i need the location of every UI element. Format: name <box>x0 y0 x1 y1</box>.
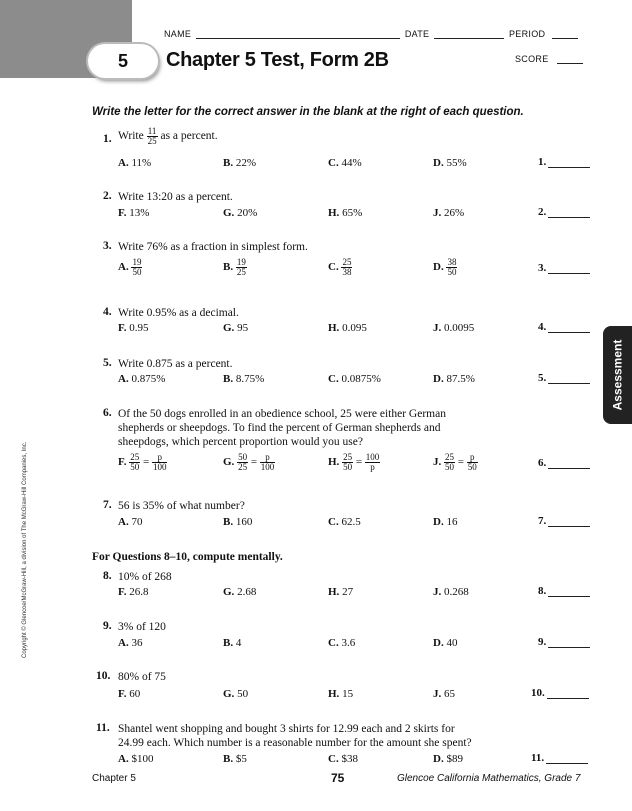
choice-value: 15 <box>342 688 354 700</box>
choice-value: 60 <box>129 688 141 700</box>
period-field[interactable] <box>552 38 578 39</box>
question-text: 3% of 120 <box>118 621 166 633</box>
answer-blank[interactable] <box>538 321 590 333</box>
denominator: p <box>370 462 375 472</box>
denominator: 50 <box>343 462 353 472</box>
question-text-post: as a percent. <box>157 130 218 143</box>
answer-line[interactable] <box>548 526 590 527</box>
answer-choice <box>223 157 256 169</box>
answer-choice <box>118 373 165 385</box>
question-number: 5. <box>103 357 112 369</box>
choice-value: 8.75% <box>235 373 265 385</box>
answer-choice <box>223 637 241 649</box>
denominator: 50 <box>467 462 477 472</box>
choice-value: 95 <box>237 322 249 334</box>
answer-line[interactable] <box>548 468 590 469</box>
answer-blank[interactable] <box>531 687 589 699</box>
answer-line[interactable] <box>548 273 590 274</box>
denominator: 50 <box>132 267 142 277</box>
choice-letter: J. <box>433 456 444 469</box>
choice-value: 0.095 <box>342 322 367 334</box>
denominator: 50 <box>445 462 454 472</box>
choice-value: $100 <box>131 753 154 765</box>
answer-choice <box>118 516 142 528</box>
choice-fraction <box>446 258 457 277</box>
question-number: 4. <box>103 306 112 318</box>
fraction <box>152 453 168 472</box>
fraction <box>365 453 381 472</box>
choice-letter: F. <box>118 586 130 598</box>
answer-choice <box>433 688 455 700</box>
question-number: 9. <box>103 620 112 632</box>
answer-line[interactable] <box>546 763 588 764</box>
denominator: 100 <box>260 462 275 472</box>
numerator: 11 <box>147 126 157 136</box>
equals-sign: = <box>353 456 365 469</box>
numerator: 50 <box>238 452 248 462</box>
choice-value: 22% <box>235 157 257 169</box>
choice-letter: F. <box>118 207 130 219</box>
answer-choice <box>118 157 151 169</box>
footer-page-number: 75 <box>331 771 345 785</box>
answer-blank-label: 10. <box>531 687 545 699</box>
answer-blank-label: 1. <box>538 156 547 168</box>
numerator: 25 <box>342 257 352 267</box>
answer-blank-label: 9. <box>538 636 547 648</box>
answer-choice <box>328 516 361 528</box>
question-text: Write 0.875 as a percent. <box>118 358 233 370</box>
question-text-line: Shantel went shopping and bought 3 shirts for 12.99 each and 2 skirts for <box>118 723 455 735</box>
date-field[interactable] <box>434 38 504 39</box>
answer-choice <box>328 157 362 169</box>
date-label: DATE <box>404 29 430 39</box>
question-text: Write 0.95% as a decimal. <box>118 307 239 319</box>
question-text-line: 24.99 each. Which number is a reasonable number for the amount she spent? <box>118 737 472 749</box>
question-number: 11. <box>96 722 110 734</box>
answer-line[interactable] <box>548 383 590 384</box>
choice-letter: B. <box>223 373 236 385</box>
choice-letter: A. <box>118 373 132 385</box>
denominator: 25 <box>147 136 157 146</box>
copyright-notice: Copyright © Glencoe/McGraw-Hill, a division of The McGraw-Hill Companies, Inc. <box>22 441 28 658</box>
choice-letter: J. <box>433 688 444 700</box>
footer-book-title: Glencoe California Mathematics, Grade 7 <box>397 773 581 784</box>
fraction <box>147 127 158 146</box>
choice-letter: B. <box>223 753 236 765</box>
answer-choice <box>433 373 475 385</box>
answer-choice <box>223 453 275 472</box>
choice-letter: H. <box>328 322 343 334</box>
answer-choice <box>118 753 153 765</box>
choice-value: 2.68 <box>237 586 257 598</box>
numerator: 25 <box>343 452 353 462</box>
choice-letter: C. <box>328 157 342 169</box>
choice-value: 62.5 <box>341 516 361 528</box>
choice-value: 36 <box>131 637 143 649</box>
denominator: 38 <box>342 267 352 277</box>
answer-choice <box>328 373 381 385</box>
choice-letter: A. <box>118 637 132 649</box>
answer-blank[interactable] <box>538 156 590 168</box>
choice-value: 26.8 <box>129 586 149 598</box>
choice-value: 50 <box>237 688 249 700</box>
choice-letter: D. <box>433 753 447 765</box>
answer-choice <box>433 753 463 765</box>
answer-blank-label: 4. <box>538 321 547 333</box>
choice-value: 87.5% <box>446 373 475 385</box>
denominator: 50 <box>447 267 457 277</box>
fraction <box>342 453 353 472</box>
choice-letter: A. <box>118 753 132 765</box>
question-number: 8. <box>103 570 112 582</box>
answer-choice <box>433 207 464 219</box>
equals-sign: = <box>455 456 467 469</box>
score-label: SCORE <box>515 54 549 64</box>
answer-choice <box>433 516 457 528</box>
question-number: 10. <box>96 670 111 682</box>
footer-chapter: Chapter 5 <box>92 773 136 784</box>
choice-letter: J. <box>433 586 444 598</box>
denominator: 100 <box>152 462 167 472</box>
question-number: 1. <box>103 133 112 145</box>
choice-fraction <box>131 258 142 277</box>
page-title: Chapter 5 Test, Form 2B <box>166 49 389 71</box>
choice-value: $89 <box>446 753 463 765</box>
choice-value: 65 <box>444 688 455 700</box>
answer-choice <box>223 258 247 277</box>
choice-value: 0.0875% <box>341 373 381 385</box>
fraction <box>260 453 276 472</box>
section-note: For Questions 8–10, compute mentally. <box>92 551 283 563</box>
choice-value: $38 <box>341 753 358 765</box>
answer-blank[interactable] <box>538 515 590 527</box>
answer-line[interactable] <box>548 596 590 597</box>
equals-sign: = <box>140 456 152 469</box>
choice-letter: H. <box>328 586 343 598</box>
choice-value: 11% <box>131 157 152 169</box>
numerator: 38 <box>447 257 457 267</box>
fraction <box>444 453 455 472</box>
answer-blank[interactable] <box>538 636 590 648</box>
answer-blank[interactable] <box>538 372 590 384</box>
question-text: 10% of 268 <box>118 571 172 583</box>
numerator: p <box>467 453 478 463</box>
assessment-tab-label: Assessment <box>610 339 625 411</box>
question-text-line: Of the 50 dogs enrolled in an obedience school, 25 were either German <box>118 408 446 420</box>
choice-value: 55% <box>446 157 467 169</box>
answer-blank[interactable] <box>538 206 590 218</box>
answer-choice <box>118 258 142 277</box>
question-text <box>118 722 472 750</box>
answer-line[interactable] <box>547 698 589 699</box>
answer-choice <box>118 207 149 219</box>
choice-letter: C. <box>328 637 342 649</box>
answer-blank-label: 3. <box>538 262 547 274</box>
chapter-number-badge: 5 <box>88 44 158 78</box>
choice-letter: C. <box>328 373 342 385</box>
choice-value: 27 <box>342 586 354 598</box>
choice-letter: G. <box>223 688 238 700</box>
question-text: Write 13:20 as a percent. <box>118 191 233 203</box>
answer-choice <box>328 258 352 277</box>
answer-blank-label: 5. <box>538 372 547 384</box>
fraction <box>237 453 248 472</box>
answer-choice <box>328 637 355 649</box>
answer-choice <box>223 586 256 598</box>
question-text <box>118 127 218 146</box>
choice-value: 4 <box>235 637 242 649</box>
choice-letter: H. <box>328 207 343 219</box>
answer-blank[interactable] <box>538 262 590 274</box>
instructions: Write the letter for the correct answer in the blank at the right of each question. <box>92 106 524 118</box>
choice-value: 16 <box>446 516 458 528</box>
choice-letter: C. <box>328 261 342 274</box>
choice-letter: G. <box>223 207 238 219</box>
choice-letter: A. <box>118 157 132 169</box>
choice-letter: D. <box>433 157 447 169</box>
choice-value: 0.268 <box>444 586 469 598</box>
choice-letter: H. <box>328 688 343 700</box>
question-number: 7. <box>103 499 112 511</box>
answer-choice <box>433 157 467 169</box>
question-number: 6. <box>103 407 112 419</box>
choice-value: 3.6 <box>341 637 356 649</box>
choice-letter: D. <box>433 373 447 385</box>
answer-choice <box>118 453 167 472</box>
choice-letter: J. <box>433 322 444 334</box>
question-text: Write 76% as a fraction in simplest form. <box>118 241 308 253</box>
answer-choice <box>433 586 469 598</box>
choice-value: 40 <box>446 637 458 649</box>
choice-value: 65% <box>342 207 363 219</box>
choice-value: 70 <box>131 516 143 528</box>
choice-letter: G. <box>223 322 238 334</box>
choice-letter: B. <box>223 261 236 274</box>
answer-blank[interactable] <box>538 457 590 469</box>
choice-fraction <box>341 258 352 277</box>
answer-choice <box>223 322 248 334</box>
question-text-pre: Write <box>118 130 147 143</box>
name-field[interactable] <box>196 38 400 39</box>
answer-blank-label: 2. <box>538 206 547 218</box>
choice-value: 0.95 <box>129 322 149 334</box>
choice-value: 0.0095 <box>444 322 475 334</box>
choice-letter: A. <box>118 261 132 274</box>
choice-letter: H. <box>328 456 343 469</box>
answer-choice <box>433 637 457 649</box>
numerator: 25 <box>445 452 454 462</box>
choice-letter: C. <box>328 753 342 765</box>
question-number: 2. <box>103 190 112 202</box>
answer-blank-label: 8. <box>538 585 547 597</box>
choice-value: 26% <box>444 207 465 219</box>
denominator: 25 <box>238 462 248 472</box>
numerator: 25 <box>130 452 140 462</box>
score-row <box>515 54 583 64</box>
choice-value: 160 <box>235 516 253 528</box>
choice-letter: B. <box>223 516 236 528</box>
question-text: 80% of 75 <box>118 671 166 683</box>
answer-choice <box>223 516 252 528</box>
choice-letter: B. <box>223 157 236 169</box>
question-text-line: sheepdogs, which percent proportion would you use? <box>118 436 363 448</box>
answer-choice <box>223 207 257 219</box>
answer-choice <box>118 688 140 700</box>
equals-sign: = <box>248 456 260 469</box>
numerator: 100 <box>365 452 380 462</box>
fraction <box>467 453 478 472</box>
answer-blank-label: 7. <box>538 515 547 527</box>
period-label: PERIOD <box>509 29 546 39</box>
answer-choice <box>328 688 353 700</box>
numerator: p <box>152 453 168 463</box>
numerator: p <box>260 453 276 463</box>
answer-choice <box>433 453 478 472</box>
choice-fraction <box>236 258 247 277</box>
choice-value: $5 <box>235 753 247 765</box>
choice-value: 20% <box>237 207 258 219</box>
answer-line[interactable] <box>548 217 590 218</box>
answer-line[interactable] <box>548 332 590 333</box>
name-row <box>164 29 578 39</box>
assessment-tab-label-wrap <box>603 326 632 424</box>
answer-blank[interactable] <box>531 752 588 764</box>
answer-choice <box>328 753 358 765</box>
question-text <box>118 407 446 449</box>
question-text: 56 is 35% of what number? <box>118 500 245 512</box>
answer-choice <box>118 322 148 334</box>
answer-choice <box>118 637 142 649</box>
fraction <box>129 453 140 472</box>
name-label: NAME <box>164 29 192 39</box>
answer-line[interactable] <box>548 647 590 648</box>
choice-letter: G. <box>223 586 238 598</box>
choice-letter: F. <box>118 456 130 469</box>
choice-letter: F. <box>118 322 130 334</box>
answer-line[interactable] <box>548 167 590 168</box>
score-field[interactable] <box>557 63 583 64</box>
denominator: 25 <box>236 267 246 277</box>
answer-choice <box>328 322 367 334</box>
numerator: 19 <box>132 257 142 267</box>
choice-value: 13% <box>129 207 150 219</box>
answer-choice <box>223 373 264 385</box>
choice-letter: J. <box>433 207 444 219</box>
choice-value: 44% <box>341 157 362 169</box>
choice-letter: D. <box>433 516 447 528</box>
answer-choice <box>433 322 474 334</box>
choice-letter: F. <box>118 688 130 700</box>
choice-letter: B. <box>223 637 236 649</box>
question-text-line: shepherds or sheepdogs. To find the percent of German shepherds and <box>118 422 441 434</box>
choice-letter: A. <box>118 516 132 528</box>
question-number: 3. <box>103 240 112 252</box>
answer-choice <box>328 207 362 219</box>
answer-choice <box>433 258 457 277</box>
answer-choice <box>328 453 380 472</box>
answer-blank-label: 6. <box>538 457 547 469</box>
answer-choice <box>118 586 148 598</box>
answer-choice <box>223 753 247 765</box>
answer-choice <box>328 586 353 598</box>
choice-value: 0.875% <box>131 373 166 385</box>
choice-letter: D. <box>433 261 447 274</box>
choice-letter: G. <box>223 456 238 469</box>
choice-letter: C. <box>328 516 342 528</box>
denominator: 50 <box>130 462 140 472</box>
answer-blank-label: 11. <box>531 752 545 764</box>
numerator: 19 <box>236 257 246 267</box>
answer-choice <box>223 688 248 700</box>
choice-letter: D. <box>433 637 447 649</box>
answer-blank[interactable] <box>538 585 590 597</box>
